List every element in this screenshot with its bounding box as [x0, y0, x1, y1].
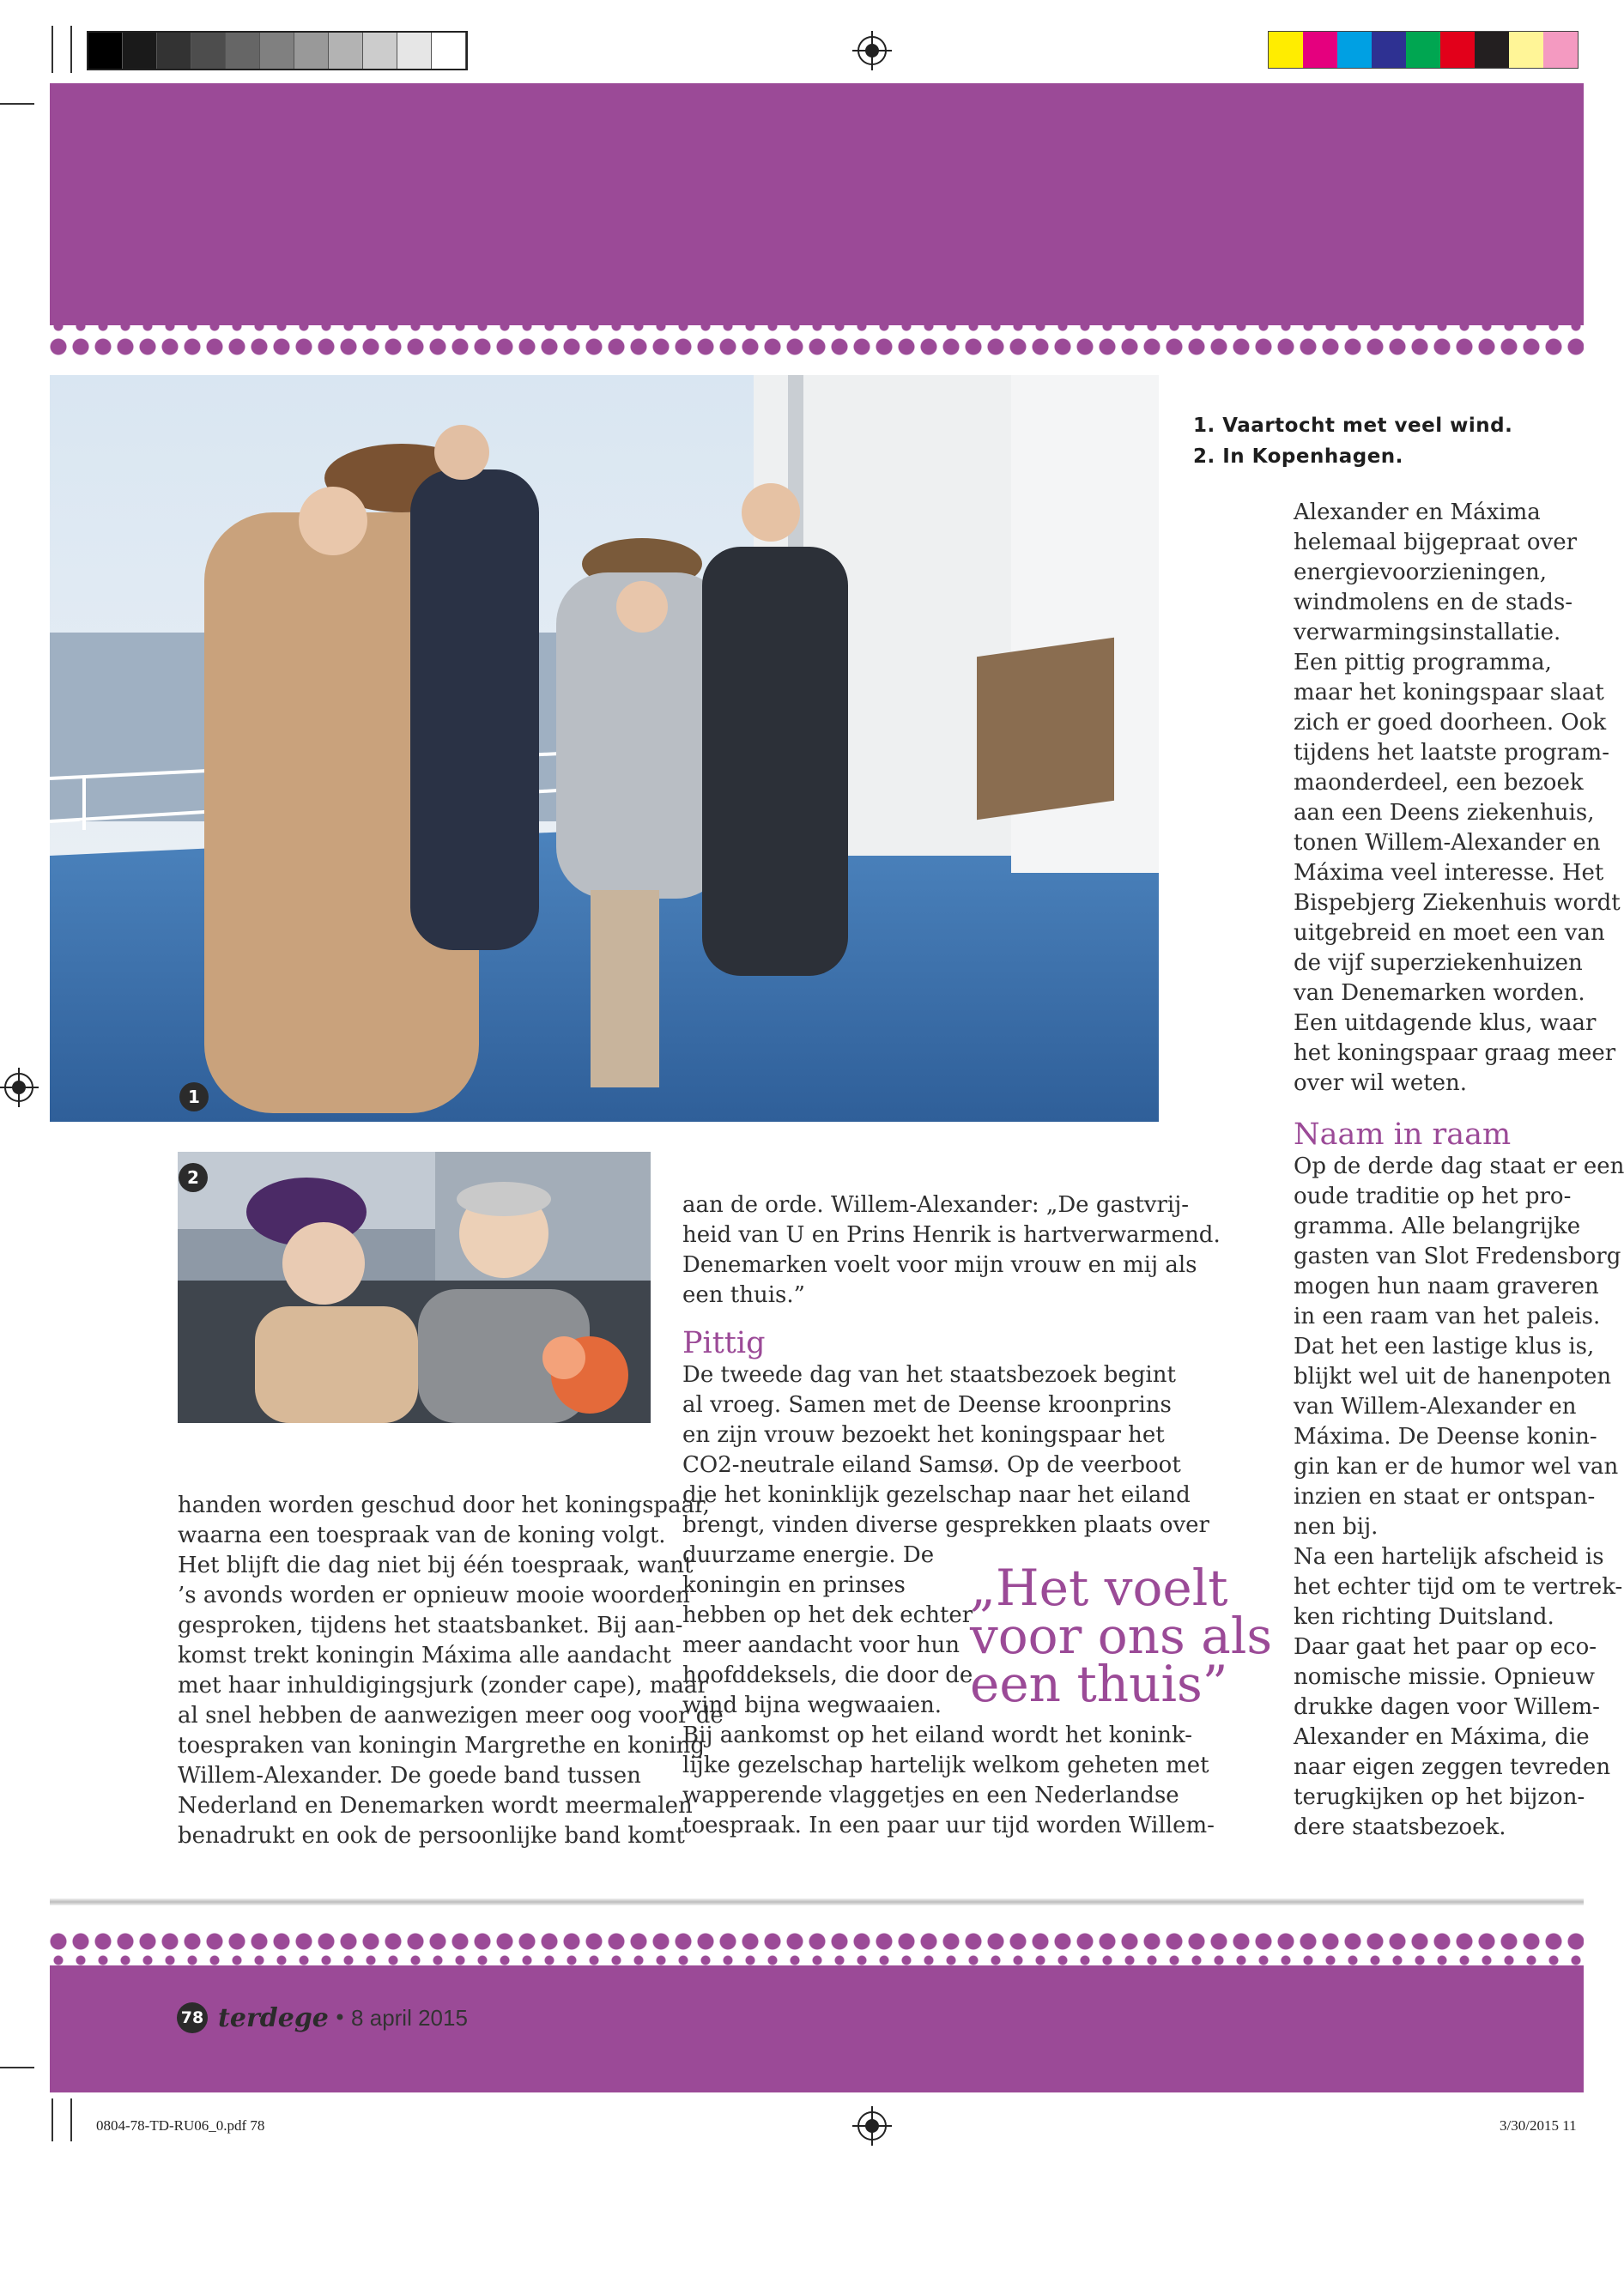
page-footer — [177, 2002, 468, 2033]
text-line: Het blijft die dag niet bij één toespraak, want — [178, 1553, 694, 1578]
print-slug-timestamp: 3/30/2015 11 — [1500, 2117, 1577, 2134]
text-line: aan de orde. Willem-Alexander: „De gastvrij- — [682, 1192, 1190, 1218]
text-line: maar het koningspaar slaat — [1294, 680, 1604, 705]
text-line: nomische missie. Opnieuw — [1294, 1664, 1595, 1690]
text-line: mogen hun naam graveren — [1294, 1274, 1599, 1299]
text-line: van Willem-Alexander en — [1294, 1394, 1577, 1420]
text-line: ken richting Duitsland. — [1294, 1604, 1554, 1630]
text-line: en zijn vrouw bezoekt het koningspaar het — [682, 1422, 1165, 1448]
scalloped-border-bottom — [50, 1931, 1584, 1969]
text-line: naar eigen zeggen tevreden — [1294, 1754, 1611, 1780]
photo-ferry-deck-illustration — [50, 375, 1159, 1122]
photo-ferry-deck — [50, 375, 1159, 1122]
text-line: windmolens en de stads- — [1294, 590, 1573, 615]
text-line: Willem-Alexander. De goede band tussen — [178, 1763, 641, 1789]
text-line: duurzame energie. De — [682, 1542, 935, 1568]
crop-mark — [0, 103, 34, 105]
issue-date: 8 april 2015 — [351, 2004, 468, 2031]
caption-1: 1. Vaartocht met veel wind. — [1193, 415, 1513, 437]
text-line: Denemarken voelt voor mijn vrouw en mij als — [682, 1252, 1197, 1278]
text-line: heid van U en Prins Henrik is hartverwarmend. — [682, 1222, 1221, 1248]
scalloped-border-top — [50, 318, 1584, 355]
photo-number-badge: 2 — [179, 1163, 208, 1192]
divider — [50, 1898, 1584, 1905]
text-line: wapperende vlaggetjes en een Nederlandse — [682, 1783, 1179, 1808]
article-column-middle — [682, 1190, 1221, 1841]
text-line: Na een hartelijk afscheid is — [1294, 1544, 1604, 1570]
pull-quote-line: een thuis” — [970, 1655, 1228, 1713]
text-line: waarna een toespraak van de koning volgt. — [178, 1523, 666, 1548]
text-line: het echter tijd om te vertrek- — [1294, 1574, 1623, 1600]
text-line: terugkijken op het bijzon- — [1294, 1784, 1585, 1810]
text-line: hoofddeksels, die door de — [682, 1662, 973, 1688]
crop-mark — [70, 2098, 72, 2141]
text-line: nen bij. — [1294, 1514, 1379, 1540]
registration-mark-icon — [4, 1073, 33, 1102]
section-heading-pittig: Pittig — [682, 1326, 766, 1360]
text-line: Máxima. De Deense konin- — [1294, 1424, 1597, 1450]
photo-number-badge: 1 — [179, 1082, 209, 1111]
text-line: Alexander en Máxima, die — [1294, 1724, 1590, 1750]
crop-mark — [0, 2067, 34, 2068]
color-control-strip — [1268, 31, 1579, 69]
text-line: gin kan er de humor wel van — [1294, 1454, 1619, 1480]
text-line: het koningspaar graag meer — [1294, 1040, 1616, 1066]
text-line: Máxima veel interesse. Het — [1294, 860, 1604, 886]
text-line: drukke dagen voor Willem- — [1294, 1694, 1600, 1720]
text-line: benadrukt en ook de persoonlijke band komt — [178, 1823, 685, 1849]
article-column-right — [1294, 498, 1624, 1843]
crop-mark — [70, 26, 72, 73]
text-line: Bispebjerg Ziekenhuis wordt — [1294, 890, 1621, 916]
text-line: hebben op het dek echter — [682, 1602, 973, 1628]
text-line: oude traditie op het pro- — [1294, 1184, 1572, 1209]
text-line: Een uitdagende klus, waar — [1294, 1010, 1597, 1036]
text-line: koningin en prinses — [682, 1572, 906, 1598]
text-line: toespraken van koningin Margrethe en koning — [178, 1733, 706, 1759]
section-heading-naam-in-raam: Naam in raam — [1294, 1117, 1512, 1152]
text-line: verwarmingsinstallatie. — [1294, 620, 1561, 645]
text-line: Een pittig programma, — [1294, 650, 1552, 675]
text-line: ’s avonds worden er opnieuw mooie woorden — [178, 1583, 690, 1608]
header-band — [50, 83, 1584, 325]
pull-quote-line: „Het voelt — [970, 1559, 1228, 1617]
text-line: helemaal bijgepraat over — [1294, 530, 1578, 555]
text-line: toespraak. In een paar uur tijd worden Willem- — [682, 1813, 1215, 1838]
text-line: lijke gezelschap hartelijk welkom geheten met — [682, 1753, 1209, 1778]
text-line: Op de derde dag staat er een — [1294, 1154, 1624, 1179]
text-line: handen worden geschud door het koningspaar, — [178, 1493, 710, 1518]
text-line: brengt, vinden diverse gesprekken plaats over — [682, 1512, 1209, 1538]
text-line: tonen Willem-Alexander en — [1294, 830, 1601, 856]
text-line: zich er goed doorheen. Ook — [1294, 710, 1607, 736]
text-line: een thuis.” — [682, 1282, 805, 1308]
text-line: in een raam van het paleis. — [1294, 1304, 1601, 1329]
pull-quote-line: voor ons als — [970, 1607, 1273, 1665]
text-line: Alexander en Máxima — [1294, 500, 1541, 525]
crop-mark — [52, 26, 53, 73]
magazine-logo: terdege — [218, 2002, 329, 2033]
text-line: energievoorzieningen, — [1294, 560, 1547, 585]
text-line: al snel hebben de aanwezigen meer oog voor de — [178, 1703, 724, 1729]
crop-mark — [52, 2098, 53, 2141]
text-line: aan een Deens ziekenhuis, — [1294, 800, 1595, 826]
text-line: komst trekt koningin Máxima alle aandacht — [178, 1643, 671, 1668]
text-line: tijdens het laatste program- — [1294, 740, 1609, 766]
text-line: gesproken, tijdens het staatsbanket. Bij aan- — [178, 1613, 683, 1638]
text-line: gasten van Slot Fredensborg — [1294, 1244, 1621, 1269]
registration-mark-icon — [857, 36, 887, 65]
text-line: inzien en staat er ontspan- — [1294, 1484, 1596, 1510]
text-line: maonderdeel, een bezoek — [1294, 770, 1584, 796]
text-line: De tweede dag van het staatsbezoek begint — [682, 1362, 1176, 1388]
photo-captions — [1193, 410, 1512, 472]
text-line: over wil weten. — [1294, 1070, 1468, 1096]
text-line: Dat het een lastige klus is, — [1294, 1334, 1595, 1360]
text-line: uitgebreid en moet een van — [1294, 920, 1605, 946]
text-line: wind bijna wegwaaien. — [682, 1693, 942, 1718]
text-line: die het koninklijk gezelschap naar het eiland — [682, 1482, 1191, 1508]
text-line: al vroeg. Samen met de Deense kroonprins — [682, 1392, 1172, 1418]
text-line: met haar inhuldigingsjurk (zonder cape), maar — [178, 1673, 708, 1699]
grayscale-control-strip — [87, 31, 468, 70]
text-line: blijkt wel uit de hanenpoten — [1294, 1364, 1612, 1390]
text-line: meer aandacht voor hun — [682, 1632, 960, 1658]
footer-separator: • — [333, 2006, 347, 2030]
text-line: Daar gaat het paar op eco- — [1294, 1634, 1597, 1660]
article-column-left — [178, 1491, 724, 1851]
text-line: Bij aankomst op het eiland wordt het konink- — [682, 1723, 1193, 1748]
text-line: Nederland en Denemarken wordt meermalen — [178, 1793, 693, 1819]
text-line: CO2-neutrale eiland Samsø. Op de veerboot — [682, 1452, 1181, 1478]
print-slug-file: 0804-78-TD-RU06_0.pdf 78 — [96, 2117, 265, 2134]
caption-2: 2. In Kopenhagen. — [1193, 445, 1403, 468]
pull-quote — [970, 1559, 1273, 1713]
text-line: van Denemarken worden. — [1294, 980, 1585, 1006]
text-line: dere staatsbezoek. — [1294, 1814, 1506, 1840]
registration-mark-icon — [857, 2111, 887, 2141]
photo-copenhagen — [178, 1152, 651, 1423]
text-line: de vijf superziekenhuizen — [1294, 950, 1583, 976]
photo-copenhagen-illustration — [178, 1152, 651, 1423]
text-line: gramma. Alle belangrijke — [1294, 1214, 1581, 1239]
page-number: 78 — [177, 2002, 208, 2033]
